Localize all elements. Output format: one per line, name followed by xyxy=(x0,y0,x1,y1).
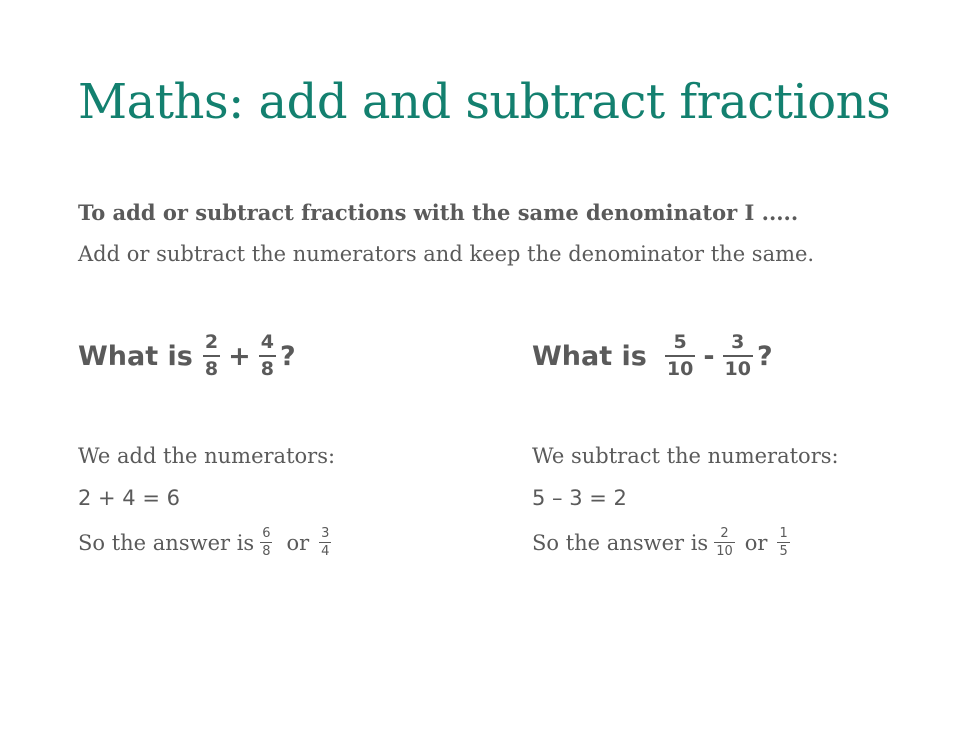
fraction-bar xyxy=(319,542,331,543)
denominator: 8 xyxy=(262,544,271,559)
step-calculation: 2 + 4 = 6 xyxy=(78,486,180,510)
step-explanation: We add the numerators: xyxy=(78,444,336,468)
question-subtraction xyxy=(532,333,773,379)
question-suffix: ? xyxy=(756,340,773,372)
answer-or: or xyxy=(286,530,310,555)
fraction-bar xyxy=(260,542,272,543)
fraction-bar xyxy=(259,355,276,357)
numerator: 3 xyxy=(321,526,330,541)
fraction xyxy=(203,333,220,379)
fraction-bar xyxy=(777,542,789,543)
question-prefix: What is xyxy=(532,340,647,372)
answer-prefix: So the answer is xyxy=(532,530,709,555)
denominator: 10 xyxy=(716,544,733,559)
numerator: 6 xyxy=(262,526,271,541)
fraction-bar xyxy=(714,542,735,543)
numerator: 4 xyxy=(260,331,274,353)
answer-line xyxy=(78,527,335,558)
denominator: 8 xyxy=(204,358,219,380)
fraction xyxy=(665,333,695,379)
answer-line xyxy=(532,527,794,558)
numerator: 2 xyxy=(720,526,729,541)
fraction xyxy=(714,527,735,558)
answer-prefix: So the answer is xyxy=(78,530,255,555)
fraction-bar xyxy=(665,355,695,357)
numerator: 3 xyxy=(731,331,745,353)
rule-heading: To add or subtract fractions with the same denominator I ..... xyxy=(78,200,799,225)
fraction xyxy=(319,527,331,558)
denominator: 10 xyxy=(724,358,751,380)
fraction xyxy=(260,527,272,558)
page-title: Maths: add and subtract fractions xyxy=(78,74,891,130)
fraction xyxy=(777,527,789,558)
denominator: 10 xyxy=(666,358,694,380)
numerator: 2 xyxy=(204,331,219,353)
fraction xyxy=(259,333,276,379)
question-addition xyxy=(78,333,296,379)
operator: - xyxy=(703,340,715,372)
numerator: 1 xyxy=(779,526,788,541)
fraction-bar xyxy=(203,355,220,357)
question-suffix: ? xyxy=(279,340,296,372)
fraction-bar xyxy=(723,355,753,357)
step-explanation: We subtract the numerators: xyxy=(532,444,839,468)
rule-text: Add or subtract the numerators and keep the denominator the same. xyxy=(78,242,815,266)
operator: + xyxy=(228,340,251,372)
denominator: 5 xyxy=(779,544,788,559)
step-calculation: 5 – 3 = 2 xyxy=(532,486,627,510)
fraction xyxy=(723,333,753,379)
denominator: 4 xyxy=(321,544,330,559)
answer-or: or xyxy=(744,530,768,555)
denominator: 8 xyxy=(260,358,274,380)
question-prefix: What is xyxy=(78,340,193,372)
numerator: 5 xyxy=(673,331,687,353)
